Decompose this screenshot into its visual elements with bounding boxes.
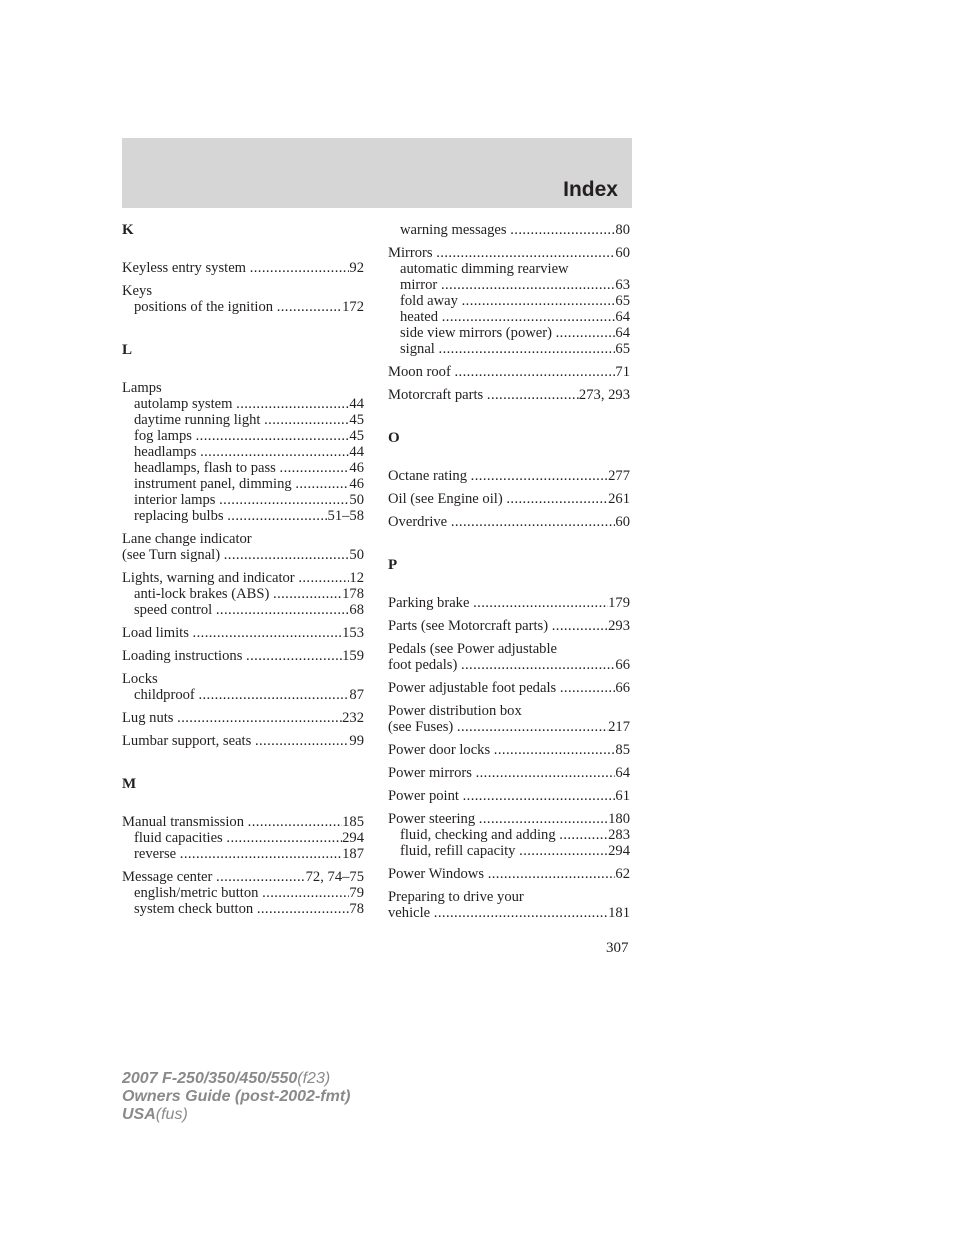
index-term: replacing bulbs [134,508,228,524]
index-subentry [122,492,364,508]
dot-leader [277,299,342,315]
index-entry-line [122,814,364,830]
footer-line-2 [122,1088,350,1106]
index-page-ref: 51–58 [327,508,364,524]
index-entry [388,703,630,735]
index-entry [388,245,630,357]
index-entry [122,625,364,641]
dot-leader [257,901,350,917]
dot-leader [494,742,616,758]
index-entry [388,387,630,403]
index-term: Parking brake [388,595,474,611]
index-entry [388,618,630,634]
dot-leader [462,293,616,309]
index-entry-line [388,657,630,673]
index-page-ref: 232 [342,710,364,726]
index-entry [388,788,630,804]
index-page-ref: 66 [615,680,630,696]
index-page-ref: 44 [349,444,364,460]
dot-leader [506,491,608,507]
index-page-ref: 180 [608,811,630,827]
index-entry-line [388,491,630,507]
index-term: fold away [400,293,462,309]
index-entry [388,595,630,611]
section-title: Index [563,178,618,201]
index-page-ref: 44 [349,396,364,412]
index-term: side view mirrors (power) [400,325,556,341]
index-entry [122,671,364,703]
index-page-ref: 50 [349,492,364,508]
index-page-ref: 153 [342,625,364,641]
dot-leader [250,260,350,276]
index-subentry [122,412,364,428]
index-subentry [388,222,630,238]
section-gap [122,322,364,342]
index-page-ref: 159 [342,648,364,664]
index-entry-line [122,260,364,276]
header-band [122,138,632,208]
index-entry-line [388,866,630,882]
index-term: Parts (see Motorcraft parts) [388,618,552,634]
index-page-ref: 179 [608,595,630,611]
section-gap [388,410,630,430]
index-page-ref: 72, 74–75 [305,869,364,885]
index-page-ref: 178 [342,586,364,602]
index-entry-line [388,514,630,530]
index-page-ref: 187 [342,846,364,862]
index-page-ref: 61 [615,788,630,804]
index-subentry [388,325,630,341]
index-term: Overdrive [388,514,451,530]
index-page-ref: 45 [349,428,364,444]
index-subentry [388,293,630,309]
index-entry-line [388,788,630,804]
index-subentry [122,901,364,917]
index-term: Lamps [122,380,162,396]
section-letter: M [122,776,137,792]
index-page-ref: 64 [615,309,630,325]
index-page-ref: 64 [615,765,630,781]
dot-leader [476,765,616,781]
dot-leader [560,680,616,696]
index-term: vehicle [388,905,434,921]
dot-leader [248,814,342,830]
index-page-ref: 85 [615,742,630,758]
index-term: Power adjustable foot pedals [388,680,560,696]
dot-leader [487,387,579,403]
index-entry [388,742,630,758]
index-entry-line [122,531,364,547]
dot-leader [552,618,608,634]
dot-leader [216,869,306,885]
index-term: autolamp system [134,396,237,412]
index-term: (see Fuses) [388,719,457,735]
index-term: headlamps, flash to pass [134,460,280,476]
index-entry [388,641,630,673]
index-page-ref: 78 [349,901,364,917]
index-page-ref: 181 [608,905,630,921]
dot-leader [216,602,350,618]
index-entry-line [388,595,630,611]
dot-leader [556,325,616,341]
index-entry [122,869,364,917]
index-subentry [388,843,630,859]
index-page-ref: 63 [615,277,630,293]
index-term: Oil (see Engine oil) [388,491,507,507]
index-term: reverse [134,846,180,862]
index-page-ref: 60 [615,245,630,261]
index-term: Power steering [388,811,479,827]
index-page-ref: 293 [608,618,630,634]
index-subentry [122,444,364,460]
dot-leader [224,547,350,563]
index-subentry [122,299,364,315]
index-page-ref: 294 [342,830,364,846]
index-page-ref: 66 [615,657,630,673]
index-entry-line [122,648,364,664]
index-entry [388,514,630,530]
index-term: Power point [388,788,463,804]
index-term: foot pedals) [388,657,461,673]
index-term: Load limits [122,625,193,641]
index-entry-line [388,889,630,905]
index-term: Lights, warning and indicator [122,570,299,586]
index-page-ref: 80 [615,222,630,238]
index-entry [388,468,630,484]
dot-leader [200,444,349,460]
index-page-ref: 294 [608,843,630,859]
index-page-ref: 65 [615,341,630,357]
dot-leader [196,428,350,444]
dot-leader [226,830,342,846]
index-term: Power Windows [388,866,488,882]
index-subentry [122,508,364,524]
index-term: Lane change indicator [122,531,252,547]
index-entry-line [122,671,364,687]
index-entry-line [122,733,364,749]
index-page-ref: 64 [615,325,630,341]
index-page-ref: 99 [349,733,364,749]
index-subentry [122,846,364,862]
index-entry [122,380,364,524]
page-number: 307 [606,940,629,956]
index-term: speed control [134,602,216,618]
index-page-ref: 79 [349,885,364,901]
index-term: fluid capacities [134,830,227,846]
dot-leader [219,492,349,508]
dot-leader [434,905,608,921]
index-term: interior lamps [134,492,220,508]
index-entry-line [122,570,364,586]
index-entry [388,811,630,859]
index-page-ref: 283 [608,827,630,843]
dot-leader [461,657,615,673]
index-term: Mirrors [388,245,437,261]
footer-line-1 [122,1070,350,1088]
index-term: Locks [122,671,158,687]
index-entry-line [388,680,630,696]
index-term: instrument panel, dimming [134,476,296,492]
index-subentry [122,460,364,476]
footer [122,1070,350,1124]
index-entry [388,491,630,507]
index-subentry [388,827,630,843]
dot-leader [439,341,616,357]
footer-market: USA [122,1106,156,1123]
index-subentry [122,476,364,492]
index-term: heated [400,309,442,325]
index-page-ref: 68 [349,602,364,618]
index-subentry [122,602,364,618]
index-entry-line [388,765,630,781]
index-term: fluid, checking and adding [400,827,560,843]
index-term: childproof [134,687,199,703]
index-page-ref: 277 [608,468,630,484]
dot-leader [236,396,349,412]
dot-leader [436,245,615,261]
index-page-ref: 45 [349,412,364,428]
index-entry-line [388,245,630,261]
dot-leader [298,570,349,586]
index-entry [122,733,364,749]
index-term: Lug nuts [122,710,178,726]
footer-market-code: (fus) [155,1106,188,1123]
index-entry-line [122,380,364,396]
index-page-ref: 50 [349,547,364,563]
index-page-ref: 60 [615,514,630,530]
index-entry [122,570,364,618]
index-entry [122,814,364,862]
index-entry-line [388,364,630,380]
index-entry [388,765,630,781]
footer-guide: Owners Guide (post-2002-fmt) [122,1088,351,1105]
index-entry [388,866,630,882]
footer-line-3 [122,1106,350,1124]
index-term: (see Turn signal) [122,547,224,563]
dot-leader [227,508,327,524]
index-subentry [388,341,630,357]
dot-leader [519,843,608,859]
index-term: Pedals (see Power adjustable [388,641,557,657]
index-entry-line [388,618,630,634]
index-entry-line [122,869,364,885]
index-term: headlamps [134,444,201,460]
index-term: Power mirrors [388,765,476,781]
index-term: Message center [122,869,217,885]
index-subentry [388,277,630,293]
index-column-left [122,222,364,924]
index-subentry [122,428,364,444]
dot-leader [246,648,342,664]
index-page-ref: 217 [608,719,630,735]
index-subentry [122,396,364,412]
index-entry [388,680,630,696]
index-term: automatic dimming rearview [400,261,569,277]
index-subentry [122,830,364,846]
index-entry [388,222,630,238]
index-column-right [388,222,630,928]
index-page-ref: 65 [615,293,630,309]
dot-leader [280,460,350,476]
index-page-ref: 62 [615,866,630,882]
index-page-ref: 185 [342,814,364,830]
index-entry-line [388,905,630,921]
index-entry [388,364,630,380]
dot-leader [255,733,349,749]
dot-leader [463,788,616,804]
index-entry-line [388,811,630,827]
index-term: english/metric button [134,885,263,901]
index-term: Octane rating [388,468,471,484]
dot-leader [262,885,349,901]
section-letter: K [122,222,134,238]
section-gap [122,756,364,776]
index-entry-line [388,742,630,758]
dot-leader [471,468,608,484]
dot-leader [442,309,616,325]
index-entry-line [388,641,630,657]
index-subentry [388,261,630,277]
dot-leader [510,222,615,238]
index-subentry [122,586,364,602]
index-entry-line [122,625,364,641]
dot-leader [473,595,608,611]
dot-leader [273,586,342,602]
dot-leader [441,277,615,293]
dot-leader [479,811,608,827]
index-term: signal [400,341,439,357]
index-page-ref: 46 [349,460,364,476]
index-term: mirror [400,277,441,293]
index-subentry [122,687,364,703]
index-entry [388,889,630,921]
index-page-ref: 172 [342,299,364,315]
index-term: Keys [122,283,152,299]
index-page-ref: 92 [349,260,364,276]
footer-code: (f23) [297,1070,331,1087]
index-page-ref: 71 [615,364,630,380]
dot-leader [177,710,342,726]
index-entry-line [388,703,630,719]
dot-leader [180,846,342,862]
index-term: Power distribution box [388,703,522,719]
dot-leader [488,866,616,882]
index-term: anti-lock brakes (ABS) [134,586,274,602]
index-term: Motorcraft parts [388,387,487,403]
index-entry [122,710,364,726]
index-term: Manual transmission [122,814,248,830]
index-entry [122,283,364,315]
index-subentry [122,885,364,901]
index-entry [122,260,364,276]
index-term: Keyless entry system [122,260,250,276]
index-term: Loading instructions [122,648,247,664]
index-term: fog lamps [134,428,196,444]
dot-leader [295,476,349,492]
index-subentry [388,309,630,325]
index-term: Moon roof [388,364,455,380]
dot-leader [451,514,616,530]
index-term: fluid, refill capacity [400,843,520,859]
index-entry [122,648,364,664]
index-term: system check button [134,901,257,917]
dot-leader [193,625,343,641]
index-term: positions of the ignition [134,299,277,315]
index-term: Preparing to drive your [388,889,524,905]
index-term: warning messages [400,222,511,238]
index-entry-line [122,547,364,563]
dot-leader [198,687,349,703]
dot-leader [457,719,608,735]
footer-model: 2007 F-250/350/450/550 [122,1070,298,1087]
index-page-ref: 261 [608,491,630,507]
index-entry-line [122,710,364,726]
dot-leader [559,827,608,843]
section-letter: P [388,557,398,573]
section-letter: L [122,342,133,358]
index-term: Lumbar support, seats [122,733,255,749]
index-term: Power door locks [388,742,494,758]
index-page-ref: 12 [349,570,364,586]
index-page-ref: 87 [349,687,364,703]
section-gap [388,537,630,557]
index-term: daytime running light [134,412,265,428]
index-page-ref: 46 [349,476,364,492]
index-entry-line [388,387,630,403]
index-page-ref: 273, 293 [578,387,630,403]
index-entry [122,531,364,563]
dot-leader [264,412,349,428]
section-letter: O [388,430,400,446]
index-entry-line [122,283,364,299]
index-entry-line [388,468,630,484]
dot-leader [454,364,615,380]
index-entry-line [388,719,630,735]
